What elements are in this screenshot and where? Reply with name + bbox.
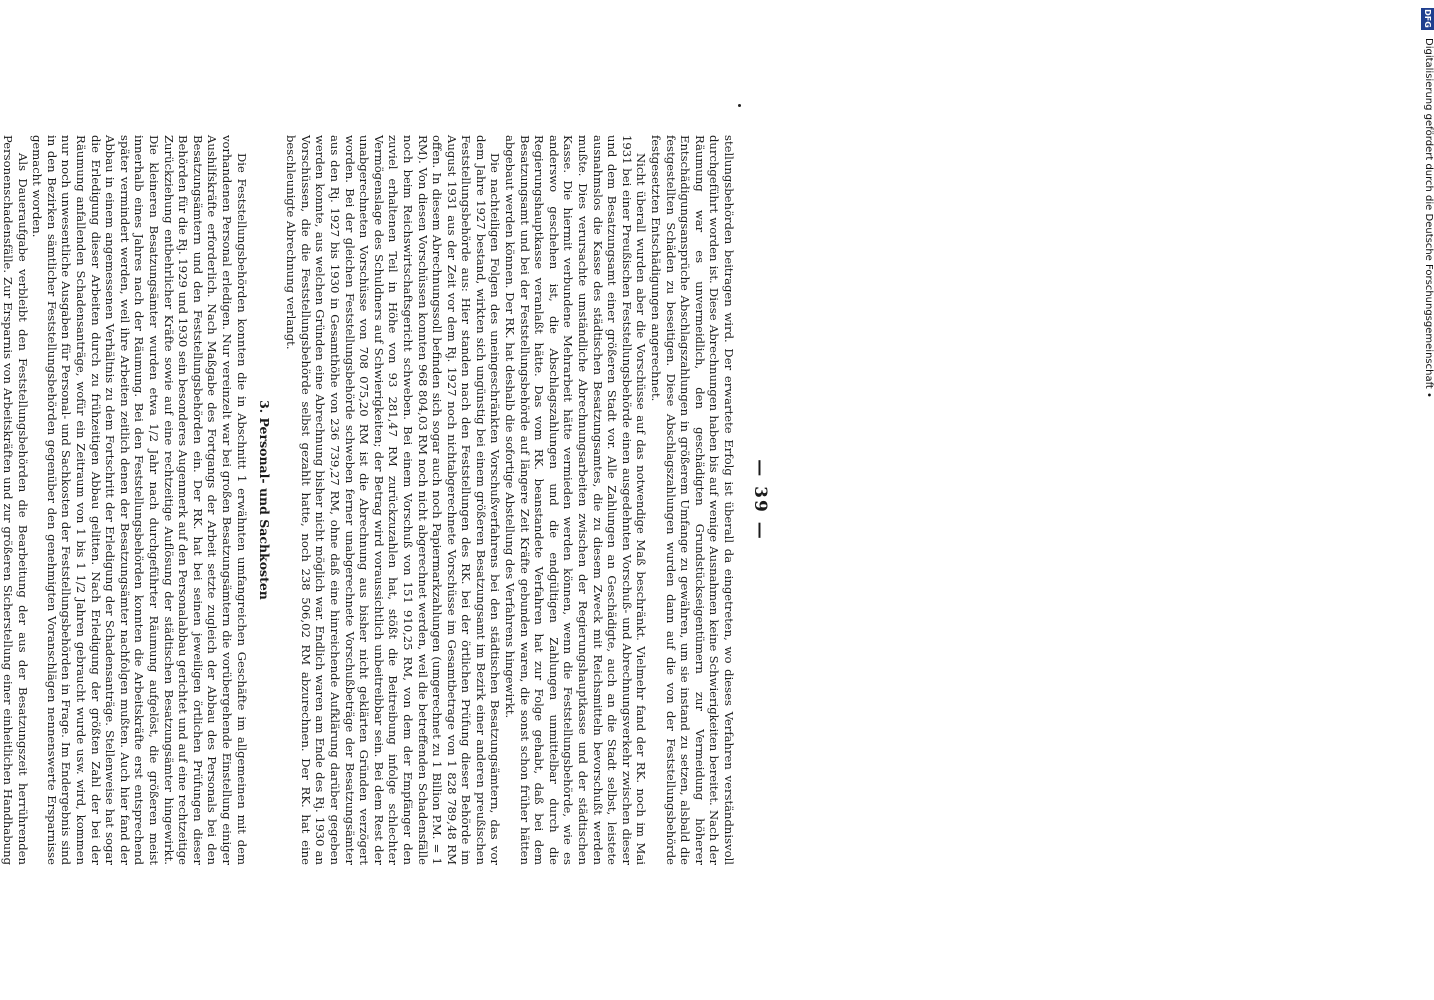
- paragraph: Als Daueraufgabe verbleibt den Feststellungsbehörden die Bearbeitung der aus der Besatzungszeit herrührenden Personenschadensfälle. Zur Ersparnis von Arbeitskräften und zur größeren Sicherstellung einer einheitlichen Handhabung: [1, 135, 30, 865]
- paragraph: Die Feststellungsbehörden konnten die in Abschnitt 1 erwähnten umfangreichen Geschäfte im allgemeinen mit dem vorhandenen Personal erledigen. Nur vereinzelt war bei großen Besatzungsämtern die vorübergehende Einstellung einiger Aushilfskräfte erforderlich. Nach Maßgabe des Fortgangs der Arbeit setzte zugleich der Abbau des Personals bei den Besatzungsämtern und den Feststellungsbehörden ein. Der RK. hat bei seinen jeweiligen örtlichen Prüfungen dieser Behörden für die Rj. 1929 und 1930 sein besonderes Augenmerk auf den Personalabbau gerichtet und auf eine rechtzeitige Zurückziehung entbehrlicher Kräfte sowie auf eine rechtzeitige Auflösung der städtischen Besatzungsämter hingewirkt. Die kleineren Besatzungsämter wurden etwa 1/2 Jahr nach durchgeführter Räumung aufgelöst, die größeren meist innerhalb eines Jahres nach der Räumung. Bei den Feststellungsbehörden konnten die Arbeitskräfte erst entsprechend später vermindert werden, weil ihre Arbeiten zeitlich denen der Besatzungsämter nachfolgen mußten. Auch hier fand der Abbau in einem angemessenen Verhältnis zu dem Fortschritt der Erledigung der Schadensanträge. Stellenweise hat sogar die Erledigung dieser Arbeiten durch zu frühzeitigen Abbau gelitten. Nach Erledigung der größten Zahl der bei der Räumung anfallenden Schadensanträge, wofür ein Zeitraum von 1 bis 1 1/2 Jahren gebraucht wurde usw. wird, kommen nur noch unwesentliche Ausgaben für Personal- und Sachkosten der Feststellungsbehörden in Frage. Im Endergebnis sind in den Bezirken sämtlicher Feststellungsbehörden gegenüber den genehmigten Voranschlägen nennenswerte Ersparnisse gemacht worden.: [30, 135, 249, 865]
- digitization-watermark: [1420, 8, 1434, 698]
- section-heading: 3. Personal- und Sachkosten: [256, 400, 272, 600]
- paragraph: Nicht überall wurden aber die Vorschüsse auf das notwendige Maß beschränkt. Vielmehr fand der RK. noch im Mai 1931 bei einer Preußischen Feststellungsbehörde einen ausgedehnten Vorschuß- und Abrechnungsverkehr zwischen dieser und dem Besatzungsamt einer größeren Stadt vor. Alle Zahlungen an Geschädigte, auch an die Stadt selbst, leistete ausnahmslos die Kasse des städtischen Besatzungsamtes, die zu diesem Zweck mit Reichsmitteln bevorschußt werden mußte. Dies verursachte umständliche Abrechnungsarbeiten zwischen der Regierungshauptkasse und der städtischen Kasse. Die hiermit verbundene Mehrarbeit hätte vermieden werden können, wenn die Feststellungsbehörde, wie es anderswo geschehen ist, die Abschlagszahlungen und die endgültigen Zahlungen unmittelbar durch die Regierungshauptkasse veranlaßt hätte. Das vom RK. beanstandete Verfahren hat zur Folge gehabt, daß bei dem Besatzungsamt und bei der Feststellungsbehörde auf längere Zeit Kräfte gebunden waren, die sonst schon früher hätten abgebaut werden können. Der RK. hat deshalb die sofortige Abstellung des Verfahrens hingewirkt.: [503, 135, 649, 865]
- dfg-logo: DFG: [1421, 8, 1434, 30]
- rotated-text-block: [1, 135, 770, 865]
- paragraph: stellungsbehörden beitragen wird. Der erwartete Erfolg ist überall da eingetreten, wo dieses Verfahren verständnisvoll durchgeführt worden ist. Diese Abrechnungen haben bis auf wenige Ausnahmen keine Schwierigkeiten bereitet. Nach der Räumung war es unvermeidlich, den geschädigten Grundstückseigentümern zur Vermeidung höherer Entschädigungsansprüche Abschlagszahlungen in größerem Umfange zu gewähren, um sie instand zu setzen, alsbald die festgestellten Schäden zu beseitigen. Diese Abschlagszahlungen wurden dann auf die von der Feststellungsbehörde festgesetzten Entschädigungen angerechnet.: [649, 135, 736, 865]
- paragraph: Die nachteiligen Folgen des uneingeschränkten Vorschußverfahrens bei den städtischen Besatzungsämtern, das vor dem Jahre 1927 bestand, wirkten sich ungünstig bei einem größeren Besatzungsamt im Bezirk einer anderen preußischen Feststellungsbehörde aus: Hier standen nach den Feststellungen des RK. bei der örtlichen Prüfung dieser Behörde im August 1931 aus der Zeit vor dem Rj. 1927 noch nichtabgerechnete Vorschüsse im Gesamtbetrage von 1 828 789,48 RM offen. In diesem Abrechnungssoll befinden sich sogar auch noch Papiermarkzahlungen (umgerechnet zu 1 Billion P.M. = 1 RM). Von diesen Vorschüssen konnten 968 804,03 RM noch nicht abgerechnet werden, weil die betreffenden Schadensfälle noch beim Reichswirtschaftsgericht schweben. Bei einem Vorschuß von 151 910,25 RM, von dem der Empfänger den zuviel erhaltenen Teil in Höhe von 93 281,47 RM zurückzuzahlen hat, stößt die Beitreibung infolge schlechter Vermögenslage des Schuldners auf Schwierigkeiten; der Betrag wird voraussichtlich unbeitreibbar sein. Bei dem Rest der unabgerechneten Vorschüsse von 708 075,20 RM ist die Abrechnung aus bisher nicht geklärten Gründen verzögert worden. Bei der gleichen Feststellungsbehörde schweben ferner unabgerechnete Vorschußbeträge der Besatzungsämter aus den Rj. 1927 bis 1930 in Gesamthöhe von 236 739,27 RM, ohne daß eine hinreichende Aufklärung darüber gegeben werden konnte, aus welchen Gründen eine Abrechnung bisher nicht möglich war. Endlich waren am Ende des Rj. 1930 an Vorschüssen, die die Feststellungsbehörde selbst gezahlt hatte, noch 238 506,02 RM abzurechnen. Der RK. hat eine beschleunigte Abrechnung verlangt.: [284, 135, 503, 865]
- page-number: — 39 —: [750, 459, 770, 541]
- watermark-text: Digitalisierung gefördert durch die Deutsche Forschungsgemeinschaft •: [1423, 38, 1434, 398]
- scan-speck: [738, 104, 741, 107]
